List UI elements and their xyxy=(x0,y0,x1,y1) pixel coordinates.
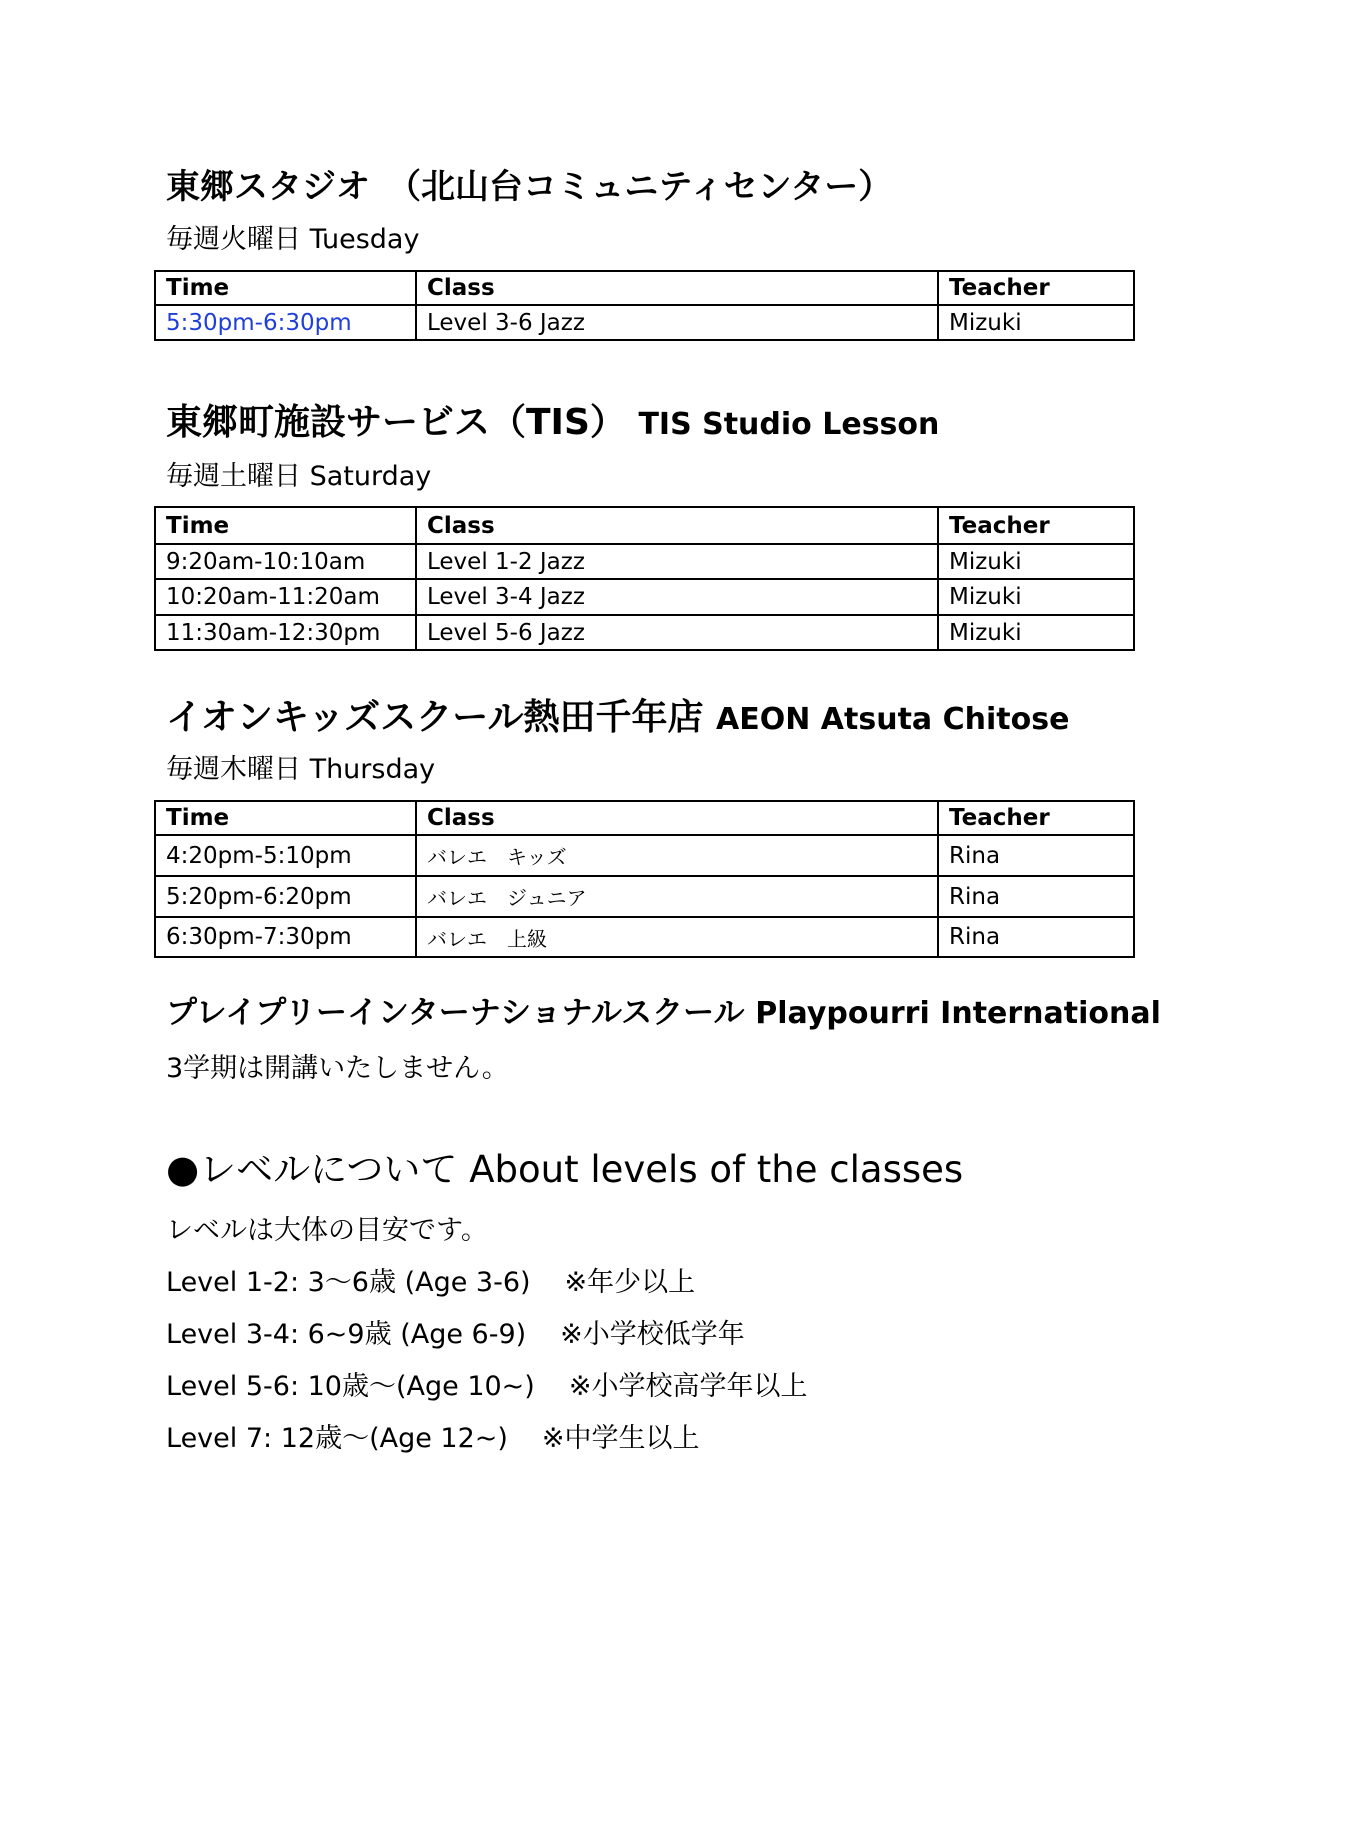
schedule-table-togo-studio xyxy=(154,270,1135,341)
level-item-label: Level 3-4: 6~9歳 (Age 6-9) xyxy=(166,1319,527,1350)
level-item-label: Level 7: 12歳〜(Age 12~) xyxy=(166,1423,508,1454)
section-title-text: 東郷スタジオ （北山台コミュニティセンター） xyxy=(166,167,893,207)
teacher-cell: Rina xyxy=(938,917,1134,957)
level-item-note: ※小学校低学年 xyxy=(560,1319,745,1350)
teacher-cell: Rina xyxy=(938,876,1134,917)
header-teacher: Teacher xyxy=(938,507,1134,544)
table-row xyxy=(155,917,1134,957)
section-title-text: 東郷町施設サービス（TIS） xyxy=(166,402,626,443)
section-title-text: プレイプリーインターナショナルスクール xyxy=(166,995,745,1031)
header-time: Time xyxy=(155,507,416,544)
table-row xyxy=(155,305,1134,340)
table-header-row xyxy=(155,801,1134,835)
class-cell: Level 1-2 Jazz xyxy=(416,544,938,579)
section-title-latin: Playpourri International xyxy=(755,996,1161,1031)
table-row xyxy=(155,835,1134,876)
class-cell: Level 3-4 Jazz xyxy=(416,579,938,615)
bullet-icon: ● xyxy=(166,1147,200,1191)
section-title-playpourri xyxy=(166,996,1161,1032)
time-cell: 9:20am-10:10am xyxy=(155,544,416,579)
table-row xyxy=(155,579,1134,615)
teacher-cell: Mizuki xyxy=(938,615,1134,650)
section-title-latin: AEON Atsuta Chitose xyxy=(716,702,1070,737)
section-title-tis xyxy=(166,402,939,443)
term-closed-note: 3学期は開講いたしません。 xyxy=(166,1053,509,1084)
table-header-row xyxy=(155,271,1134,305)
schedule-day-tuesday: 毎週火曜日 Tuesday xyxy=(166,224,420,255)
section-title-text: イオンキッズスクール熱田千年店 xyxy=(166,697,704,738)
time-cell: 5:20pm-6:20pm xyxy=(155,876,416,917)
section-title-latin: TIS Studio Lesson xyxy=(638,407,940,442)
level-item-note: ※中学生以上 xyxy=(541,1423,700,1454)
header-class: Class xyxy=(416,801,938,835)
level-item xyxy=(166,1371,807,1402)
level-item xyxy=(166,1267,695,1298)
schedule-table-tis xyxy=(154,506,1135,651)
class-cell: Level 3-6 Jazz xyxy=(416,305,938,340)
table-header-row xyxy=(155,507,1134,544)
time-cell: 4:20pm-5:10pm xyxy=(155,835,416,876)
teacher-cell: Rina xyxy=(938,835,1134,876)
schedule-table-aeon xyxy=(154,800,1135,958)
header-time: Time xyxy=(155,801,416,835)
time-cell: 6:30pm-7:30pm xyxy=(155,917,416,957)
header-teacher: Teacher xyxy=(938,801,1134,835)
class-cell: バレエ 上級 xyxy=(416,917,938,957)
class-cell: バレエ ジュニア xyxy=(416,876,938,917)
class-cell: バレエ キッズ xyxy=(416,835,938,876)
level-item-label: Level 1-2: 3〜6歳 (Age 3-6) xyxy=(166,1267,531,1298)
section-title-aeon xyxy=(166,697,1069,738)
schedule-day-saturday: 毎週土曜日 Saturday xyxy=(166,461,432,492)
class-cell: Level 5-6 Jazz xyxy=(416,615,938,650)
time-cell: 11:30am-12:30pm xyxy=(155,615,416,650)
header-teacher: Teacher xyxy=(938,271,1134,305)
time-cell: 10:20am-11:20am xyxy=(155,579,416,615)
teacher-cell: Mizuki xyxy=(938,579,1134,615)
levels-heading xyxy=(166,1148,963,1192)
levels-intro: レベルは大体の目安です。 xyxy=(166,1215,488,1246)
header-class: Class xyxy=(416,507,938,544)
schedule-day-thursday: 毎週木曜日 Thursday xyxy=(166,754,436,785)
teacher-cell: Mizuki xyxy=(938,305,1134,340)
table-row xyxy=(155,544,1134,579)
section-title-togo-studio xyxy=(166,168,892,207)
table-row xyxy=(155,615,1134,650)
teacher-cell: Mizuki xyxy=(938,544,1134,579)
levels-heading-text: レベルについて About levels of the classes xyxy=(199,1148,964,1191)
level-item-label: Level 5-6: 10歳〜(Age 10~) xyxy=(166,1371,535,1402)
table-row xyxy=(155,876,1134,917)
header-time: Time xyxy=(155,271,416,305)
level-item xyxy=(166,1423,700,1454)
time-cell-link[interactable]: 5:30pm-6:30pm xyxy=(155,305,416,340)
header-class: Class xyxy=(416,271,938,305)
level-item-note: ※小学校高学年以上 xyxy=(568,1371,808,1402)
level-item xyxy=(166,1319,745,1350)
level-item-note: ※年少以上 xyxy=(564,1267,696,1298)
